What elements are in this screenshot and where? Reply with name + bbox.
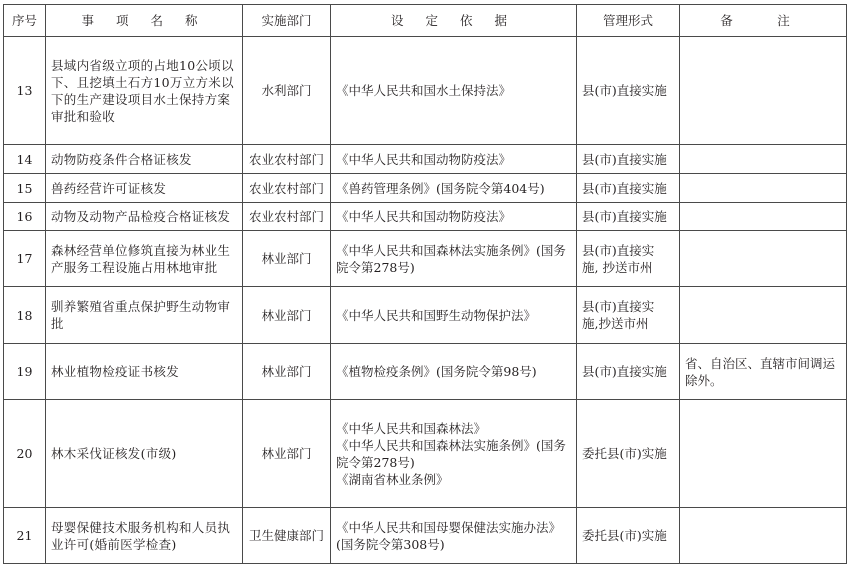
row-basis: 《植物检疫条例》(国务院令第98号) xyxy=(331,344,577,400)
header-dept: 实施部门 xyxy=(243,5,331,37)
header-mgmt: 管理形式 xyxy=(577,5,680,37)
row-item: 母婴保健技术服务机构和人员执 业许可(婚前医学检查) xyxy=(46,508,243,564)
header-item: 事 项 名 称 xyxy=(46,5,243,37)
row-item: 动物及动物产品检疫合格证核发 xyxy=(46,203,243,231)
table-row xyxy=(4,37,847,145)
row-item: 兽药经营许可证核发 xyxy=(46,174,243,203)
row-num: 13 xyxy=(4,37,46,145)
row-note: 省、自治区、直辖市间调运 除外。 xyxy=(680,344,847,400)
row-item: 林业植物检疫证书核发 xyxy=(46,344,243,400)
row-note xyxy=(680,174,847,203)
row-dept: 农业农村部门 xyxy=(243,174,331,203)
row-dept: 农业农村部门 xyxy=(243,203,331,231)
row-mgmt: 县(市)直接实施 xyxy=(577,37,680,145)
row-mgmt: 县(市)直接实施 xyxy=(577,203,680,231)
row-dept: 林业部门 xyxy=(243,287,331,344)
row-basis: 《中华人民共和国母婴保健法实施办法》 (国务院令第308号) xyxy=(331,508,577,564)
row-item: 驯养繁殖省重点保护野生动物审 批 xyxy=(46,287,243,344)
row-dept: 林业部门 xyxy=(243,231,331,287)
row-num: 19 xyxy=(4,344,46,400)
table-row xyxy=(4,400,847,508)
row-note xyxy=(680,287,847,344)
row-mgmt: 县(市)直接实施 xyxy=(577,145,680,174)
row-basis: 《中华人民共和国森林法》 《中华人民共和国森林法实施条例》(国务 院令第278号) 《湖南省林业条例》 xyxy=(331,400,577,508)
row-item: 林木采伐证核发(市级) xyxy=(46,400,243,508)
row-basis: 《中华人民共和国动物防疫法》 xyxy=(331,145,577,174)
row-dept: 卫生健康部门 xyxy=(243,508,331,564)
row-num: 15 xyxy=(4,174,46,203)
row-num: 20 xyxy=(4,400,46,508)
table-header-row xyxy=(4,5,847,37)
row-basis: 《中华人民共和国水土保持法》 xyxy=(331,37,577,145)
row-num: 14 xyxy=(4,145,46,174)
table-row xyxy=(4,231,847,287)
row-basis: 《中华人民共和国森林法实施条例》(国务 院令第278号) xyxy=(331,231,577,287)
row-basis: 《中华人民共和国动物防疫法》 xyxy=(331,203,577,231)
row-mgmt: 县(市)直接实施 xyxy=(577,344,680,400)
row-mgmt: 委托县(市)实施 xyxy=(577,400,680,508)
table-row xyxy=(4,508,847,564)
table-row xyxy=(4,203,847,231)
row-dept: 农业农村部门 xyxy=(243,145,331,174)
table-row xyxy=(4,174,847,203)
row-basis: 《中华人民共和国野生动物保护法》 xyxy=(331,287,577,344)
header-basis: 设 定 依 据 xyxy=(331,5,577,37)
row-mgmt: 县(市)直接实施 xyxy=(577,174,680,203)
row-num: 17 xyxy=(4,231,46,287)
row-note xyxy=(680,400,847,508)
table-row xyxy=(4,344,847,400)
header-num: 序号 xyxy=(4,5,46,37)
row-note xyxy=(680,203,847,231)
items-table xyxy=(3,4,847,564)
row-item: 森林经营单位修筑直接为林业生 产服务工程设施占用林地审批 xyxy=(46,231,243,287)
row-note xyxy=(680,145,847,174)
row-mgmt: 县(市)直接实 施, 抄送市州 xyxy=(577,231,680,287)
row-dept: 林业部门 xyxy=(243,400,331,508)
row-dept: 水利部门 xyxy=(243,37,331,145)
header-note: 备 注 xyxy=(680,5,847,37)
row-mgmt: 委托县(市)实施 xyxy=(577,508,680,564)
row-note xyxy=(680,231,847,287)
row-basis: 《兽药管理条例》(国务院令第404号) xyxy=(331,174,577,203)
row-note xyxy=(680,37,847,145)
row-dept: 林业部门 xyxy=(243,344,331,400)
row-note xyxy=(680,508,847,564)
table-row xyxy=(4,145,847,174)
row-num: 16 xyxy=(4,203,46,231)
row-item: 县域内省级立项的占地10公顷以 下、且挖填土石方10万立方米以 下的生产建设项目水土保持方案 审批和验收 xyxy=(46,37,243,145)
row-mgmt: 县(市)直接实 施,抄送市州 xyxy=(577,287,680,344)
row-num: 18 xyxy=(4,287,46,344)
table-row xyxy=(4,287,847,344)
row-num: 21 xyxy=(4,508,46,564)
row-item: 动物防疫条件合格证核发 xyxy=(46,145,243,174)
